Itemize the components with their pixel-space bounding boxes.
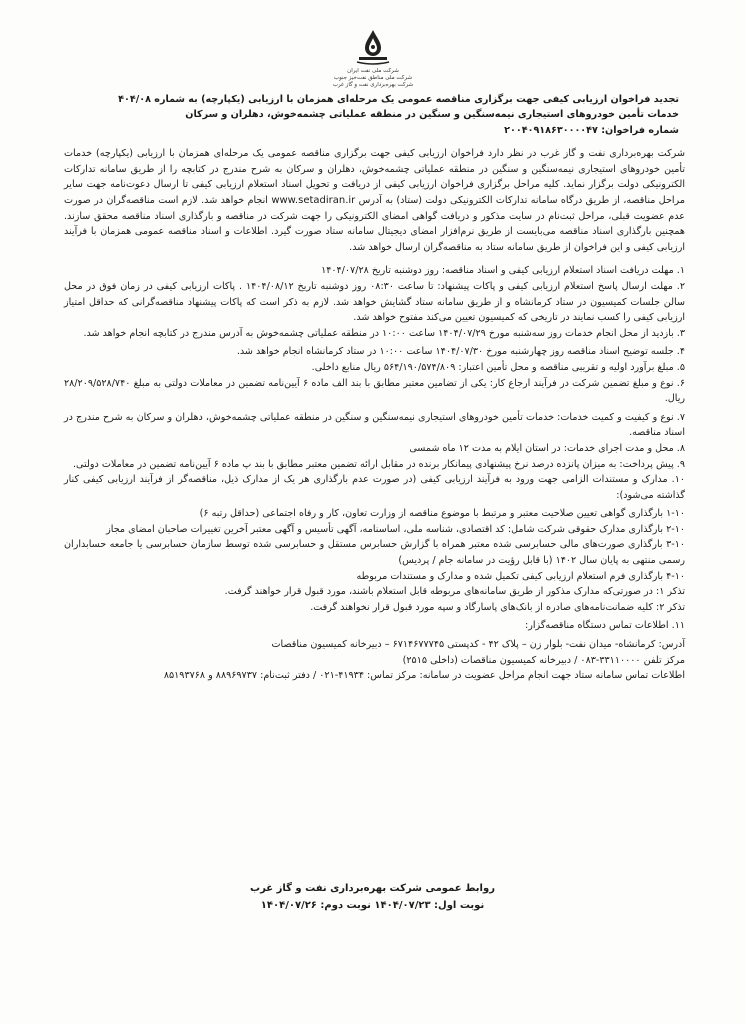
list-item: ۵. مبلغ برآورد اولیه و تقریبی مناقصه و محل تأمین اعتبار: ۵۶۴/۱۹۰/۵۷۴/۸۰۹ ریال منابع داخلی. xyxy=(311,361,685,373)
contact-heading: ۱۱. اطلاعات تماس دستگاه مناقصه‌گزار: xyxy=(525,620,685,632)
note-item: تذکر ۱: در صورتی‌که مدارک مذکور از طریق سامانه‌های مربوطه قابل استعلام باشند، مورد قبول قرار خواهند گرفت. xyxy=(224,586,685,598)
logo-caption-line-3: شرکت بهره‌برداری نفت و گاز غرب xyxy=(332,82,414,88)
contact-setad: اطلاعات تماس سامانه ستاد جهت انجام مراحل عضویت در سامانه: مرکز تماس: ۴۱۹۳۴-۰۲۱ / دفتر ثبت‌نام: ۸۸۹۶۹۷۳۷ و ۸۵۱۹۳۷۶۸ xyxy=(163,670,685,682)
list-item: ۷. نوع و کیفیت و کمیت خدمات: خدمات تأمین خودروهای استیجاری نیمه‌سنگین و سنگین در منطقه عملیاتی چشمه‌خوش، دهلران و سرکان به شرح مندرج در اسناد مناقصه. xyxy=(64,411,685,439)
sub-list-item: ۲-۱۰ بارگذاری مدارک حقوقی شرکت شامل: کد اقتصادی، شناسه ملی، اساسنامه، آگهی تأسیس و آگهی معتبر آخرین تغییرات صاحبان امضای مجاز xyxy=(106,523,685,535)
list-item: ۸. محل و مدت اجرای خدمات: در استان ایلام به مدت ۱۲ ماه شمسی xyxy=(409,442,685,454)
contact-phone: مرکز تلفن ۳۳۱۱۰۰۰۰-۰۸۳ / دبیرخانه کمیسیون مناقصات (داخلی ۲۵۱۵) xyxy=(402,654,685,666)
intro-text-1: شرکت بهره‌برداری نفت و گاز غرب در نظر دارد فراخوان ارزیابی کیفی جهت برگزاری مناقصه عمومی یک مرحله‌ای همزمان با ارزیابی (یکپارچه) خدمات تأمین خودروهای استیجاری نیمه‌سنگین و سنگین در منطقه عملیاتی چشمه‌خوش، دهلران و سرکان به شرح مندرج در کتابچه را از طریق سامانه تدارکات الکترونیکی دولت برگزار نماید. کلیه مراحل برگزاری فراخوان ارزیابی کیفی از دریافت و تحویل اسناد استعلام ارزیابی کیفی تا ارسال دعوت‌نامه جهت سایر مراحل مناقصه، از طریق درگاه سامانه تدارکات الکترونیکی دولت (ستاد) به آدرس xyxy=(64,148,685,206)
notice-title: تجدید فراخوان ارزیابی کیفی جهت برگزاری مناقصه عمومی یک مرحله‌ای همزمان با ارزیابی (یکپارچه) به شماره ۴۰۴/۰۸ xyxy=(118,94,679,105)
footer-dates: نوبت اول: ۱۴۰۴/۰۷/۲۳ نوبت دوم: ۱۴۰۴/۰۷/۲۶ xyxy=(260,900,485,911)
list-item: ۱. مهلت دریافت اسناد استعلام ارزیابی کیفی و اسناد مناقصه: روز دوشنبه تاریخ ۱۴۰۴/۰۷/۲۸ xyxy=(321,265,685,277)
footer-org: روابط عمومی شرکت بهره‌برداری نفت و گاز غرب xyxy=(250,883,495,894)
list-item: ۳. بازدید از محل انجام خدمات روز سه‌شنبه مورخ ۱۴۰۴/۰۷/۲۹ ساعت ۱۰:۰۰ در منطقه عملیاتی چشمه‌خوش به آدرس مندرج در کتابچه انجام خواهد شد. xyxy=(83,327,685,339)
contact-address: آدرس: کرمانشاه- میدان نفت- بلوار زن – پلاک ۴۲ - کدپستی ۶۷۱۴۶۷۷۷۴۵ – دبیرخانه کمیسیون مناقصات xyxy=(271,639,685,651)
list-item: ۱۰. مدارک و مستندات الزامی جهت ورود به فرآیند ارزیابی کیفی (در صورت عدم بارگذاری هر یک از مدارک ذیل، مناقصه‌گر از فرآیند ارزیابی کیفی کنار گذاشته می‌شود): xyxy=(64,474,685,501)
list-item: ۹. پیش پرداخت: به میزان پانزده درصد نرخ پیشنهادی پیمانکار برنده در مقابل ارائه تضمین معتبر مطابق با بند پ ماده ۶ آیین‌نامه تضمین در معاملات دولتی. xyxy=(73,458,685,470)
logo-caption-line-1: شرکت ملی نفت ایران xyxy=(347,68,399,74)
sub-list-item: ۴-۱۰ بارگذاری فرم استعلام ارزیابی کیفی تکمیل شده و مدارک و مستندات مربوطه xyxy=(356,570,685,582)
notice-body xyxy=(64,92,685,684)
sub-list-item: ۳-۱۰ بارگذاری صورت‌های مالی حسابرسی شده معتبر همراه با گزارش حسابرس مستقل و حسابرسی شده توسط سازمان حسابرسی یا جامعه حسابداران رسمی منتهی به پایان سال ۱۴۰۲ (با قابل رؤیت در سامانه جام / پردیس) xyxy=(64,539,685,567)
setad-website-link[interactable]: www.setadiran.ir xyxy=(271,195,356,206)
intro-text-2: انجام خواهد شد. لازم است مناقصه‌گران در صورت عدم عضویت قبلی، مراحل ثبت‌نام در سایت مذکور و دریافت گواهی امضای الکترونیکی را جهت شرکت در مناقصه و بارگذاری اسناد مناقصه محقق سازند. همچنین بارگذاری اسناد مناقصه می‌بایست از طریق نرم‌افزار امضای دیجیتال سامانه ستاد صورت گیرد. اطلاعات و اسناد مناقصه عمومی همزمان با فرآیند ارزیابی کیفی و این فراخوان از طریق سامانه ستاد به مناقصه‌گران ارسال خواهد شد. xyxy=(64,195,685,253)
notice-number: شماره فراخوان: ۲۰۰۴۰۹۱۸۶۳۰۰۰۰۴۷ xyxy=(504,124,679,136)
list-item: ۲. مهلت ارسال پاسخ استعلام ارزیابی کیفی و پاکات پیشنهاد: تا ساعت ۰۸:۳۰ روز دوشنبه تاریخ ۱۴۰۴/۰۸/۱۲ . پاکات ارزیابی کیفی در زمان فوق در محل سالن جلسات کمیسیون در ستاد کرمانشاه و از طریق سامانه ستاد گشایش خواهد شد. لازم به ذکر است که پاکات پیشنهاد مناقصه‌گرانی که حداقل امتیاز ارزیابی کیفی را کسب نمایند در تاریخی که کمیسیون تعیین می‌کند مفتوح خواهد شد. xyxy=(64,280,685,324)
notice-subtitle: خدمات تأمین خودروهای استیجاری نیمه‌سنگین و سنگین در منطقه عملیاتی چشمه‌خوش، دهلران و سرکان xyxy=(185,109,679,121)
notice-footer xyxy=(0,880,745,914)
notice-title-block xyxy=(64,92,685,138)
logo-caption-line-2: شرکت ملی مناطق نفت‌خیز جنوب xyxy=(333,75,413,81)
oil-company-emblem-icon xyxy=(345,28,401,68)
intro-paragraph xyxy=(64,146,685,255)
sub-list-item: ۱-۱۰ بارگذاری گواهی تعیین صلاحیت معتبر و مرتبط با موضوع مناقصه از وزارت تعاون، کار و رفاه اجتماعی (حداقل رتبه ۶) xyxy=(199,508,685,520)
note-item: تذکر ۲: کلیه ضمانت‌نامه‌های صادره از بانک‌های پاسارگاد و سپه مورد قبول قرار نخواهند گرفت. xyxy=(310,601,685,613)
list-item: ۴. جلسه توضیح اسناد مناقصه روز چهارشنبه مورخ ۱۴۰۴/۰۷/۳۰ ساعت ۱۰:۰۰ در ستاد کرمانشاه انجام خواهد شد. xyxy=(236,346,685,358)
list-item: ۶. نوع و مبلغ تضمین شرکت در فرآیند ارجاع کار: یکی از تضامین معتبر مطابق با بند الف ماده ۶ آیین‌نامه تضمین در معاملات دولتی به مبلغ ۲۸/۲۰۹/۵۲۸/۷۴۰ ریال. xyxy=(64,377,686,405)
